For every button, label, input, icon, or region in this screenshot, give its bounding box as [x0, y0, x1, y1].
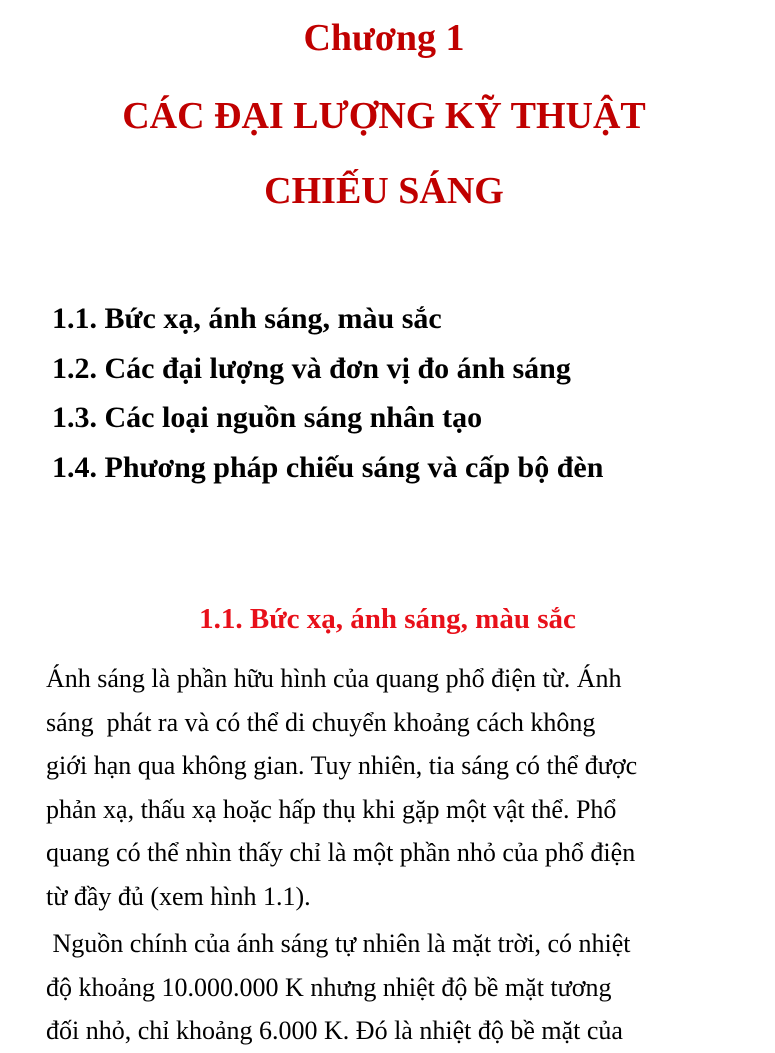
- paragraph-line: quang có thể nhìn thấy chỉ là một phần nhỏ của phổ điện: [46, 838, 636, 867]
- paragraph-line: đối nhỏ, chỉ khoảng 6.000 K. Đó là nhiệt độ bề mặt của: [46, 1016, 623, 1045]
- chapter-title-line-2: CHIẾU SÁNG: [264, 170, 504, 212]
- chapter-number: Chương 1: [303, 17, 465, 59]
- chapter-title-line-1: CÁC ĐẠI LƯỢNG KỸ THUẬT: [122, 95, 646, 137]
- table-of-contents: [52, 294, 752, 492]
- paragraph-line: giới hạn qua không gian. Tuy nhiên, tia sáng có thể được: [46, 751, 638, 780]
- section-heading: 1.1. Bức xạ, ánh sáng, màu sắc: [199, 603, 576, 635]
- paragraph-line: Nguồn chính của ánh sáng tự nhiên là mặt trời, có nhiệt: [46, 929, 631, 958]
- toc-item-1-3: 1.3. Các loại nguồn sáng nhân tạo: [52, 401, 483, 434]
- toc-item-1-2: 1.2. Các đại lượng và đơn vị đo ánh sáng: [52, 351, 571, 385]
- paragraph-line: sáng phát ra và có thể di chuyển khoảng cách không: [46, 707, 596, 737]
- paragraph-line: độ khoảng 10.000.000 K nhưng nhiệt độ bề mặt tương: [46, 972, 612, 1002]
- toc-item-1-1: 1.1. Bức xạ, ánh sáng, màu sắc: [52, 302, 442, 335]
- paragraph-line: Ánh sáng là phần hữu hình của quang phổ điện từ. Ánh: [46, 664, 622, 693]
- paragraph-1: [46, 657, 746, 918]
- toc-item-1-4: 1.4. Phương pháp chiếu sáng và cấp bộ đèn: [52, 450, 604, 484]
- paragraph-line: phản xạ, thấu xạ hoặc hấp thụ khi gặp một vật thể. Phổ: [46, 794, 617, 824]
- paragraph-line: từ đầy đủ (xem hình 1.1).: [46, 881, 311, 911]
- paragraph-2: [46, 922, 746, 1053]
